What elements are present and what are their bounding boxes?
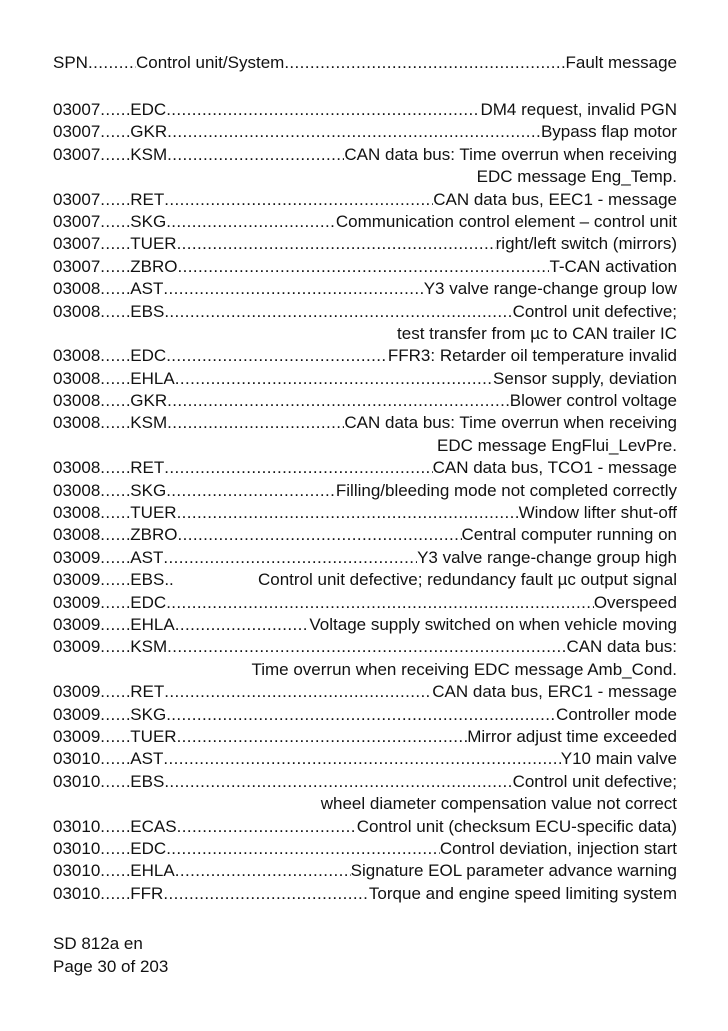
leader-dots: [100, 256, 130, 278]
spn-code: 03008: [53, 480, 101, 500]
leader-dots: [100, 121, 130, 143]
system-name: EDC: [130, 838, 167, 858]
fault-entry: [53, 838, 677, 860]
leader-dots: [100, 502, 130, 524]
system-name: EHLA: [130, 861, 175, 881]
spn-code: 03008: [53, 413, 101, 433]
fault-message: Bypass flap motor: [540, 122, 677, 142]
fault-entry: [53, 256, 677, 278]
leader-dots: [100, 883, 130, 905]
system-name: AST: [130, 749, 164, 769]
system-name: AST: [130, 547, 164, 567]
page-footer: [53, 932, 168, 978]
leader-dots: [166, 480, 336, 502]
leader-dots: [164, 771, 512, 793]
leader-dots: [100, 748, 130, 770]
header-message: Fault message: [565, 53, 677, 72]
header-leader-dots: [284, 52, 565, 74]
fault-message: Window lifter shut-off: [518, 503, 677, 523]
leader-dots: [100, 345, 130, 367]
column-header: [53, 52, 677, 74]
leader-dots: [163, 883, 369, 905]
leader-dots: [177, 816, 357, 838]
leader-dots: [100, 412, 130, 434]
fault-entry: [53, 457, 677, 479]
spn-code: 03010: [53, 838, 101, 858]
spn-code: 03007: [53, 100, 101, 119]
system-name: FFR: [130, 883, 164, 903]
leader-dots: [167, 636, 566, 658]
leader-dots: [100, 838, 130, 860]
header-system: Control unit/System: [135, 53, 285, 72]
leader-dots: [100, 524, 130, 546]
fault-message: Blower control voltage: [509, 391, 677, 411]
fault-message: Central computer running on: [461, 525, 677, 545]
fault-message: FFR3: Retarder oil temperature invalid: [387, 346, 677, 366]
leader-dots: [163, 748, 560, 770]
system-name: EDC: [130, 346, 167, 366]
system-name: ZBRO: [130, 525, 178, 545]
fault-message: CAN data bus: Time overrun when receiving: [344, 144, 677, 164]
spn-code: 03008: [53, 279, 101, 299]
leader-dots: [100, 480, 130, 502]
fault-message: CAN data bus: Time overrun when receiving: [344, 413, 677, 433]
fault-entry: [53, 121, 677, 143]
leader-dots: [163, 547, 417, 569]
spn-code: 03007: [53, 256, 101, 276]
leader-dots: [100, 457, 130, 479]
fault-message: CAN data bus, EEC1 - message: [433, 189, 677, 209]
fault-entry: [53, 569, 677, 591]
fault-message: Control unit defective;: [512, 301, 677, 321]
document-page: [53, 0, 677, 1031]
fault-entry: [53, 480, 677, 502]
fault-message: Y10 main valve: [560, 749, 677, 769]
leader-dots: [100, 636, 130, 658]
leader-dots: [178, 524, 462, 546]
fault-message-continuation: EDC message EngFlui_LevPre.: [436, 435, 677, 455]
fault-entry: [53, 636, 677, 658]
fault-message: right/left switch (mirrors): [495, 234, 677, 254]
spn-code: 03008: [53, 368, 101, 388]
fault-entry: [53, 547, 677, 569]
system-name: EDC: [130, 592, 167, 612]
leader-dots: [166, 838, 440, 860]
leader-dots: [177, 233, 496, 255]
fault-message: CAN data bus, ERC1 - message: [432, 682, 677, 702]
system-name: EBS: [130, 570, 165, 590]
leader-dots: [166, 345, 388, 367]
spn-code: 03007: [53, 122, 101, 142]
system-name: GKR: [130, 391, 168, 411]
fault-entry: [53, 211, 677, 233]
fault-entry: [53, 99, 677, 121]
fault-entry: [53, 748, 677, 770]
fault-entry: [53, 502, 677, 524]
system-name: EDC: [130, 100, 167, 119]
leader-dots: [100, 99, 130, 121]
spn-code: 03010: [53, 749, 101, 769]
system-name: SKG: [130, 704, 167, 724]
leader-dots: [175, 614, 310, 636]
header-spn: SPN: [53, 53, 88, 72]
spn-code: 03009: [53, 682, 101, 702]
page-number: Page 30 of 203: [53, 957, 169, 976]
fault-entry: [53, 301, 677, 323]
leader-dots: [100, 211, 130, 233]
system-name: SKG: [130, 211, 167, 231]
leader-dots: [177, 502, 519, 524]
fault-message: Voltage supply switched on when vehicle moving: [309, 614, 677, 634]
fault-message: Control unit defective;: [512, 771, 677, 791]
fault-message-continuation: Time overrun when receiving EDC message Amb_Cond.: [251, 659, 677, 679]
fault-entry: [53, 390, 677, 412]
spn-code: 03009: [53, 704, 101, 724]
system-name: KSM: [130, 413, 168, 433]
fault-message: Torque and engine speed limiting system: [368, 883, 677, 903]
fault-entry: [53, 189, 677, 211]
fault-message: Sensor supply, deviation: [493, 368, 677, 388]
leader-dots: [166, 99, 480, 121]
leader-dots: [100, 614, 130, 636]
system-name: KSM: [130, 144, 168, 164]
fault-entry: [53, 412, 677, 434]
leader-dots: [100, 189, 130, 211]
leader-dots: [164, 457, 432, 479]
fault-message: Controller mode: [556, 704, 677, 724]
spn-code: 03007: [53, 144, 101, 164]
leader-dots: [100, 390, 130, 412]
leader-dots: [177, 726, 468, 748]
fault-message: Mirror adjust time exceeded: [467, 726, 677, 746]
spn-code: 03008: [53, 301, 101, 321]
fault-message: CAN data bus, TCO1 - message: [432, 458, 677, 478]
leader-dots: [166, 592, 594, 614]
fault-entry: [53, 704, 677, 726]
system-name: TUER: [130, 503, 177, 523]
fault-entry: [53, 614, 677, 636]
fault-entry: [53, 883, 677, 905]
fault-message-continuation: wheel diameter compensation value not correct: [320, 794, 677, 814]
leader-dots: [175, 368, 493, 390]
fault-entry: [53, 816, 677, 838]
leader-dots: [100, 233, 130, 255]
leader-dots: [100, 771, 130, 793]
leader-dots: [100, 726, 130, 748]
system-name: KSM: [130, 637, 168, 657]
leader-dots: [167, 390, 510, 412]
leader-dots: [163, 278, 423, 300]
leader-dots: [100, 368, 130, 390]
fault-message: DM4 request, invalid PGN: [480, 100, 677, 119]
spn-code: 03010: [53, 771, 101, 791]
spn-code: 03008: [53, 458, 101, 478]
spn-code: 03009: [53, 726, 101, 746]
spn-code: 03009: [53, 614, 101, 634]
system-name: ECAS: [130, 816, 177, 836]
fault-entry: [53, 233, 677, 255]
system-name: SKG: [130, 480, 167, 500]
fault-entry: [53, 681, 677, 703]
system-name: TUER: [130, 726, 177, 746]
leader-dots: [178, 256, 550, 278]
fault-message: Overspeed: [593, 592, 677, 612]
system-name: EHLA: [130, 368, 175, 388]
header-leader-dots: [88, 52, 136, 74]
leader-dots: [167, 412, 344, 434]
leader-dots: [100, 681, 130, 703]
fault-message: T-CAN activation: [549, 256, 677, 276]
system-name: ZBRO: [130, 256, 178, 276]
spn-code: 03007: [53, 211, 101, 231]
spn-code: 03009: [53, 547, 101, 567]
spn-code: 03009: [53, 637, 101, 657]
fault-message: CAN data bus:: [566, 637, 677, 657]
spn-code: 03009: [53, 592, 101, 612]
fault-message: Signature EOL parameter advance warning: [350, 861, 677, 881]
system-name: EHLA: [130, 614, 175, 634]
spn-code: 03008: [53, 346, 101, 366]
spn-code: 03010: [53, 861, 101, 881]
spn-code: 03008: [53, 503, 101, 523]
fault-message: Filling/bleeding mode not completed correctly: [335, 480, 677, 500]
leader-dots: [166, 211, 336, 233]
leader-dots: [100, 592, 130, 614]
fault-message: Control unit defective; redundancy fault µc output signal: [258, 570, 677, 590]
leader-dots: [100, 816, 130, 838]
system-name: GKR: [130, 122, 168, 142]
spn-code: 03008: [53, 391, 101, 411]
fault-message: Control unit (checksum ECU-specific data): [356, 816, 677, 836]
leader-dots: [175, 860, 351, 882]
spn-code: 03008: [53, 525, 101, 545]
fault-entry: [53, 368, 677, 390]
spn-code: 03007: [53, 234, 101, 254]
document-id: SD 812a en: [53, 934, 143, 953]
spn-code: 03010: [53, 816, 101, 836]
leader-dots: [100, 144, 130, 166]
leader-dots: [164, 681, 432, 703]
fault-code-list: [53, 99, 677, 905]
system-name: EBS: [130, 771, 165, 791]
system-name: AST: [130, 279, 164, 299]
spn-code: 03009: [53, 570, 101, 590]
fault-entry: [53, 524, 677, 546]
system-name: TUER: [130, 234, 177, 254]
fault-message: Y3 valve range-change group low: [423, 279, 677, 299]
leader-dots: [100, 278, 130, 300]
leader-dots: [100, 704, 130, 726]
leader-dots: [167, 121, 541, 143]
system-name: RET: [130, 682, 165, 702]
fault-entry: [53, 860, 677, 882]
fault-message-continuation: EDC message Eng_Temp.: [476, 167, 677, 187]
leader-dots: [167, 144, 344, 166]
fault-entry: [53, 771, 677, 793]
fault-message: Y3 valve range-change group high: [417, 547, 677, 567]
fault-entry: [53, 345, 677, 367]
fault-entry: [53, 592, 677, 614]
fault-message-continuation: test transfer from µc to CAN trailer IC: [397, 323, 677, 343]
leader-dots: [100, 569, 130, 591]
fault-entry: [53, 726, 677, 748]
fault-entry: [53, 278, 677, 300]
spn-code: 03007: [53, 189, 101, 209]
leader-dots: [100, 547, 130, 569]
system-name: RET: [130, 189, 165, 209]
leader-dots: [164, 301, 512, 323]
leader-dots: [166, 704, 556, 726]
system-name: RET: [130, 458, 165, 478]
fault-message: Communication control element – control unit: [335, 211, 677, 231]
fault-message: Control deviation, injection start: [439, 838, 677, 858]
spn-code: 03010: [53, 883, 101, 903]
leader-dots: [100, 860, 130, 882]
system-name: EBS: [130, 301, 165, 321]
leader-dots: [164, 189, 433, 211]
leader-dots: [100, 301, 130, 323]
short-leader-dots: ..: [164, 570, 174, 590]
fault-entry: [53, 144, 677, 166]
